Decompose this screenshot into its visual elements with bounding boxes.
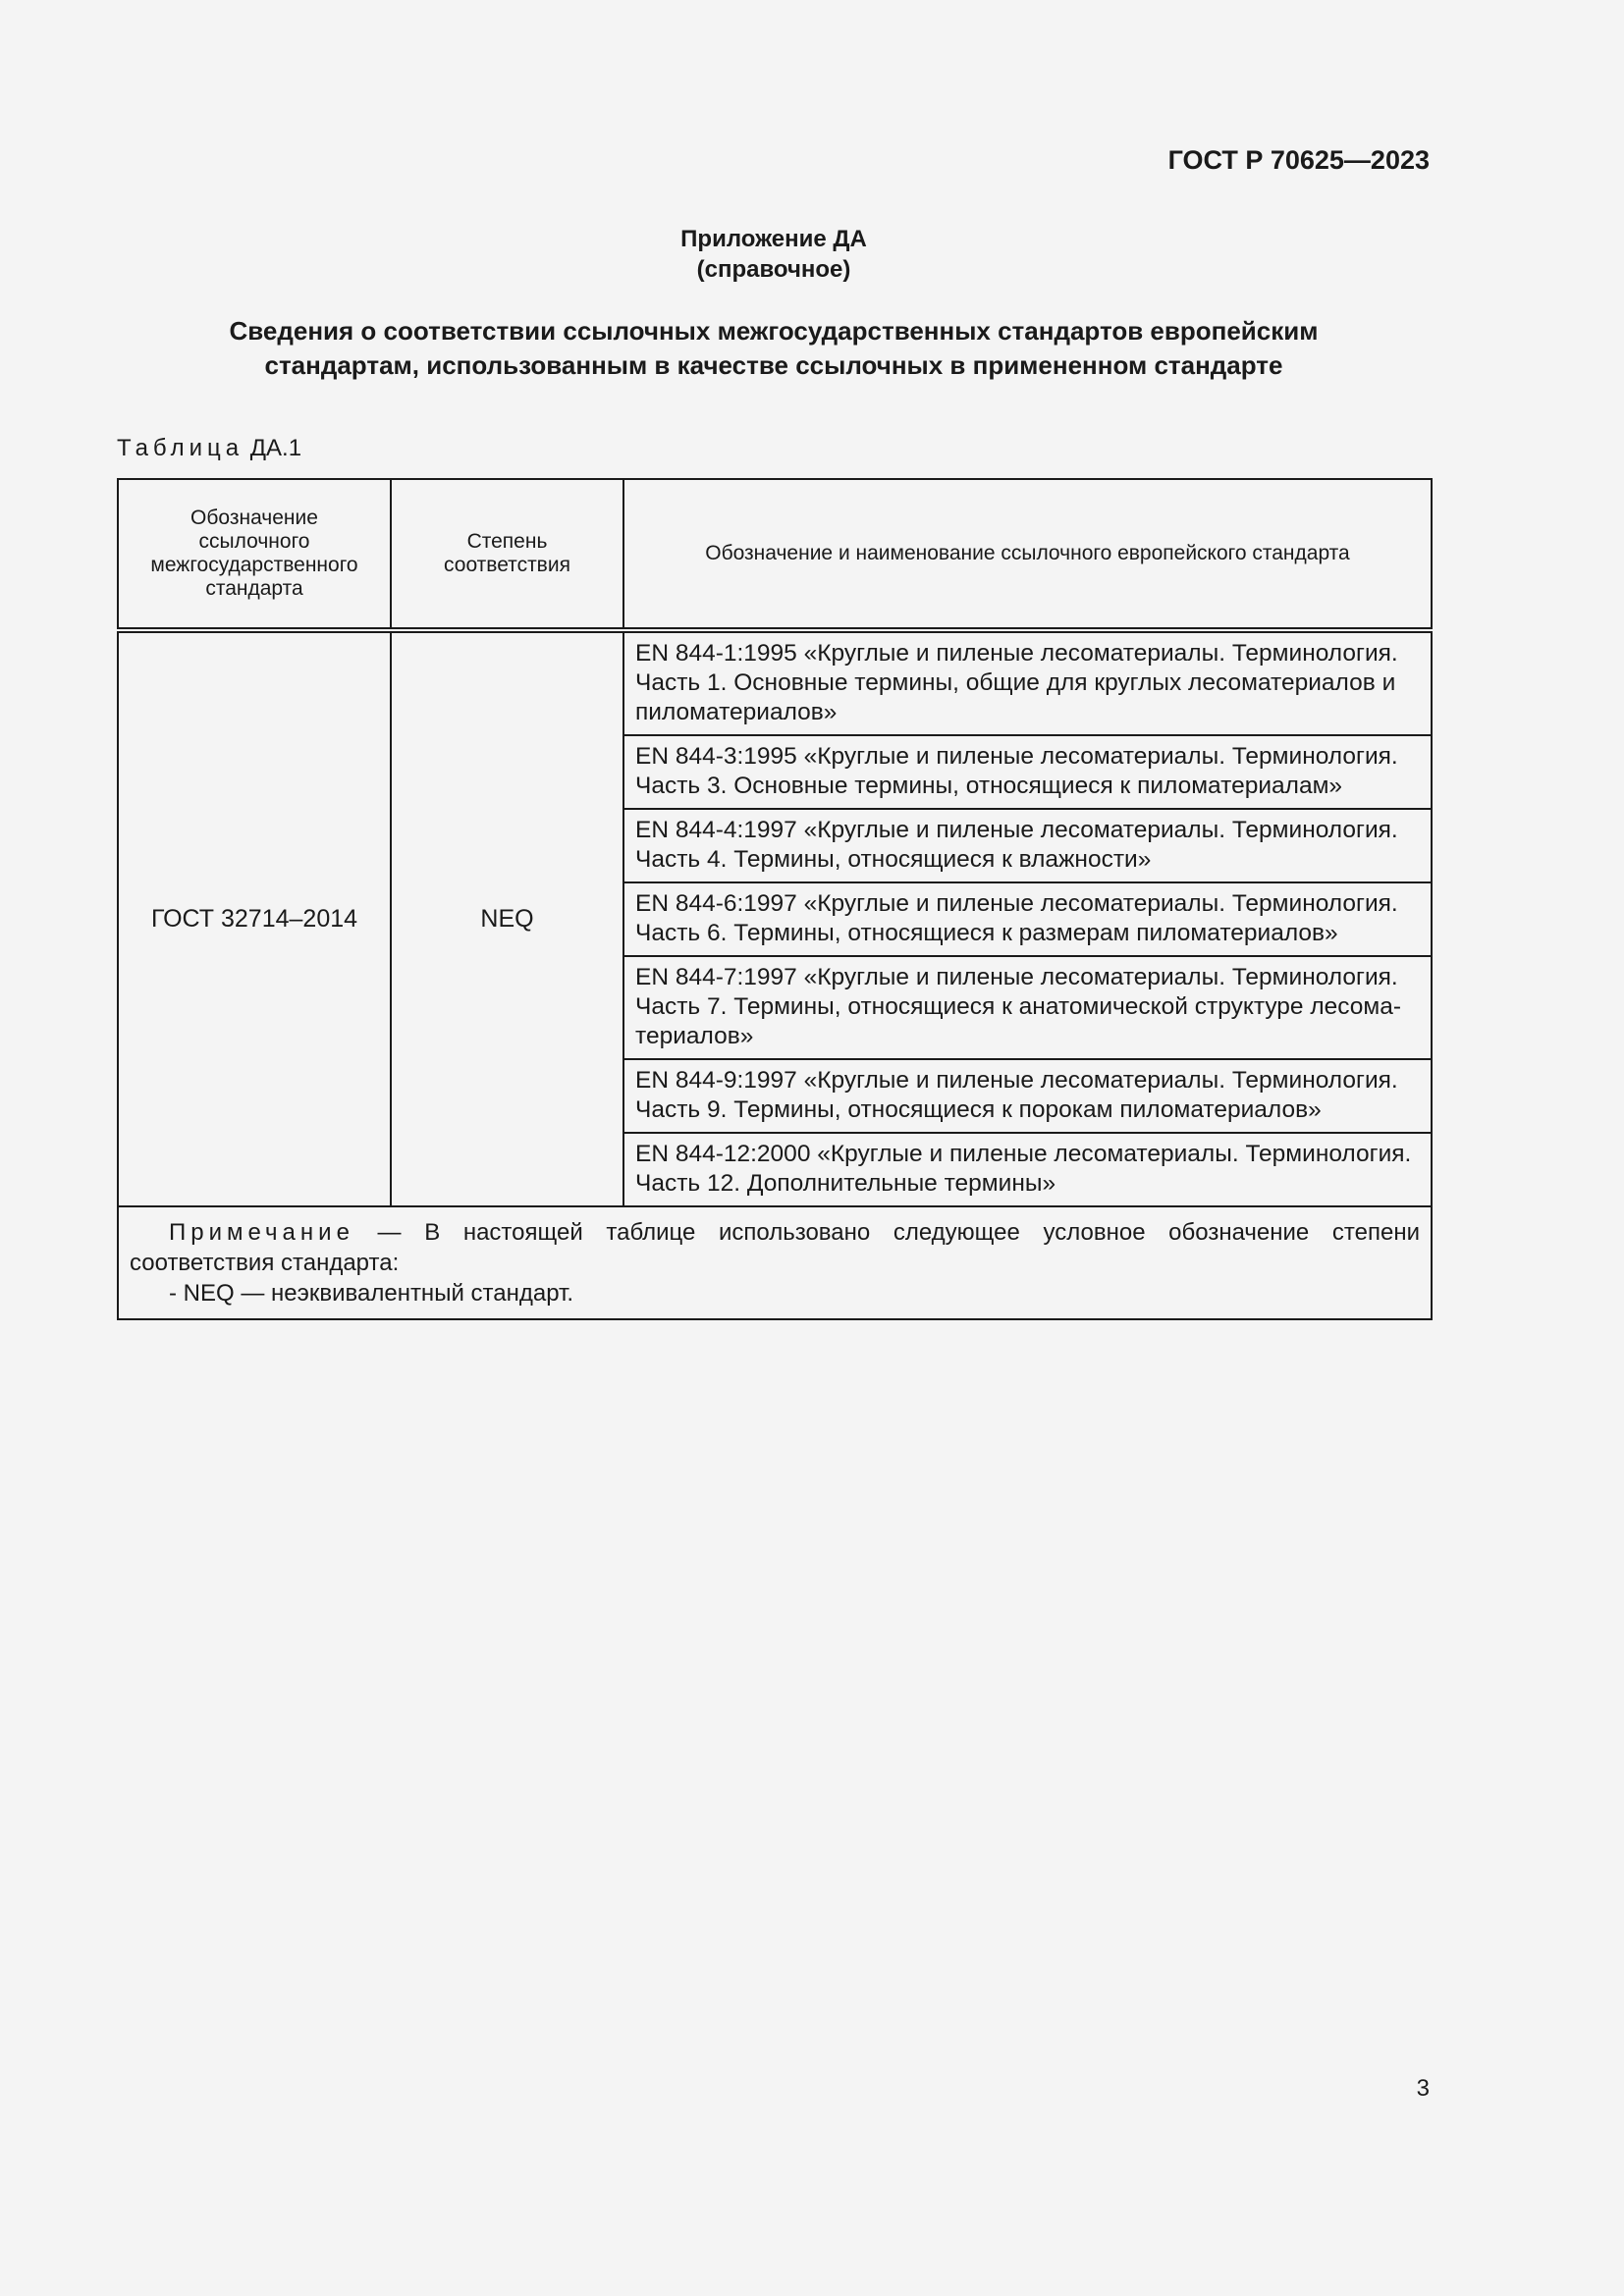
- european-standard-cell: [623, 1059, 1432, 1133]
- table-row: [118, 630, 1432, 735]
- interstate-standard-cell: ГОСТ 32714–2014: [118, 630, 391, 1206]
- cell-line: Часть 1. Основные термины, общие для круглых лесоматериалов и: [635, 669, 1396, 696]
- header-interstate-standard: [118, 479, 391, 630]
- appendix-title: Приложение ДА: [680, 226, 867, 252]
- note-label: Примечание: [169, 1219, 354, 1246]
- note-item: - NEQ — неэквивалентный стандарт.: [169, 1280, 574, 1307]
- cell-line: Часть 9. Термины, относящиеся к порокам пиломатериалов»: [635, 1096, 1322, 1123]
- header-col2-line: Степень: [466, 530, 548, 553]
- header-col1-line: стандарта: [205, 577, 303, 600]
- table-caption-number: ДА.1: [249, 435, 302, 461]
- header-european-standard: Обозначение и наименование ссылочного европейского стандарта: [623, 479, 1432, 630]
- document-code: ГОСТ Р 70625—2023: [1167, 145, 1430, 175]
- cell-line: EN 844-3:1995 «Круглые и пиленые лесоматериалы. Терминология.: [635, 743, 1398, 770]
- european-standard-cell: [623, 956, 1432, 1059]
- table-note-row: [118, 1206, 1432, 1319]
- cell-line: териалов»: [635, 1023, 754, 1049]
- note-paragraph: [130, 1217, 1420, 1278]
- standards-table: [117, 478, 1433, 1320]
- cell-line: EN 844-6:1997 «Круглые и пиленые лесоматериалы. Терминология.: [635, 890, 1398, 917]
- table-caption: [117, 435, 301, 462]
- cell-line: EN 844-7:1997 «Круглые и пиленые лесоматериалы. Терминология.: [635, 964, 1398, 990]
- european-standard-cell: [623, 1133, 1432, 1206]
- degree-cell: NEQ: [391, 630, 623, 1206]
- header-col1-line: межгосударственного: [150, 554, 358, 576]
- heading-line-1: Сведения о соответствии ссылочных межгосударственных стандартов европейским: [229, 316, 1319, 346]
- european-standard-cell: [623, 809, 1432, 882]
- header-degree: [391, 479, 623, 630]
- european-standard-cell: [623, 630, 1432, 735]
- cell-line: EN 844-4:1997 «Круглые и пиленые лесоматериалы. Терминология.: [635, 817, 1398, 843]
- header-col2-line: соответствия: [444, 554, 570, 576]
- cell-line: Часть 4. Термины, относящиеся к влажности»: [635, 846, 1152, 873]
- cell-line: EN 844-9:1997 «Круглые и пиленые лесоматериалы. Терминология.: [635, 1067, 1398, 1094]
- header-col1-line: ссылочного: [198, 530, 310, 553]
- cell-line: Часть 7. Термины, относящиеся к анатомической структуре лесома-: [635, 993, 1402, 1020]
- table-header-row: [118, 479, 1432, 630]
- section-heading: [118, 314, 1430, 383]
- appendix-subtitle: (справочное): [696, 256, 851, 283]
- cell-line: Часть 3. Основные термины, относящиеся к пиломатериалам»: [635, 773, 1343, 799]
- header-col1-line: Обозначение: [190, 507, 318, 529]
- european-standard-cell: [623, 735, 1432, 809]
- heading-line-2: стандартам, использованным в качестве ссылочных в примененном стандарте: [264, 350, 1283, 380]
- note-text: — В настоящей таблице использовано следующее условное обозначение степени соответствия стандарта:: [130, 1219, 1420, 1276]
- cell-line: EN 844-12:2000 «Круглые и пиленые лесоматериалы. Терминология.: [635, 1141, 1412, 1167]
- cell-line: Часть 6. Термины, относящиеся к размерам пиломатериалов»: [635, 920, 1338, 946]
- cell-line: пиломатериалов»: [635, 699, 838, 725]
- cell-line: Часть 12. Дополнительные термины»: [635, 1170, 1056, 1197]
- european-standard-cell: [623, 882, 1432, 956]
- table-note: [118, 1206, 1432, 1319]
- table-caption-word: Таблица: [117, 435, 244, 461]
- page-number: 3: [1416, 2075, 1430, 2102]
- cell-line: EN 844-1:1995 «Круглые и пиленые лесоматериалы. Терминология.: [635, 640, 1398, 667]
